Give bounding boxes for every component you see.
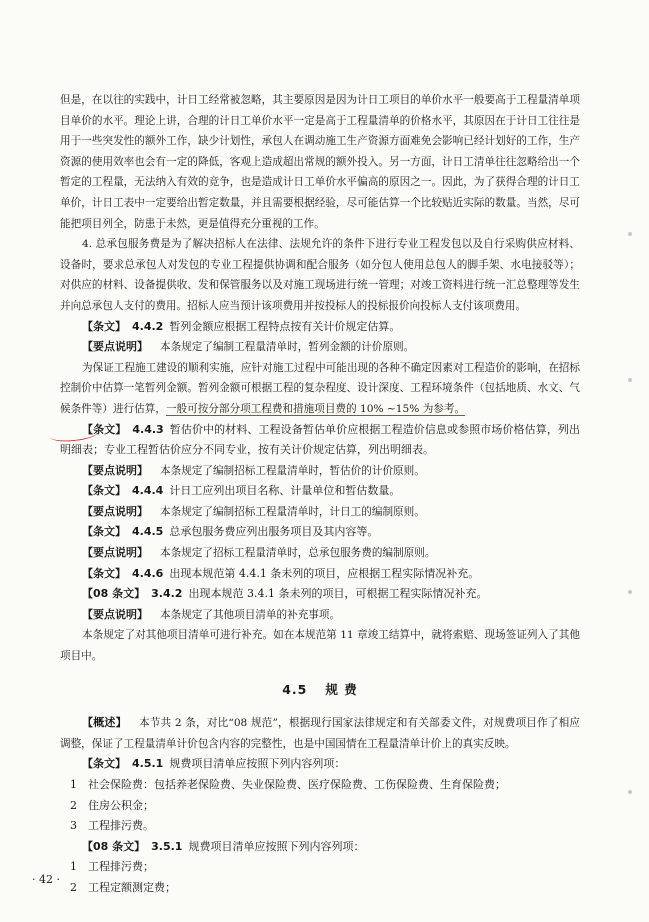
overview-text: 本节共 2 条，对比“08 规范”，根据现行国家法律规定和有关部委文件，对规费项目作了相应调整，保证了工程量清单计价包含内容的完整性，也是中国国情在工程量清单计价上的真实反映。: [60, 717, 581, 750]
clause-tag: 【条文】: [82, 484, 126, 498]
clause-4-4-6: [60, 564, 580, 585]
key-point-4-4-6: [60, 605, 580, 626]
list-number: 1: [70, 860, 77, 874]
key-point-4-4-4: [60, 502, 580, 523]
clause-tag: 【08 条文】: [82, 587, 146, 601]
clause-tag: 【条文】: [82, 525, 126, 539]
clause-tag: 【条文】: [82, 319, 126, 333]
document-body: [60, 90, 580, 899]
clause-number: 4.4.2: [132, 319, 164, 333]
clause-number: 4.4.6: [132, 566, 164, 580]
key-point-tag: 【要点说明】: [82, 340, 148, 354]
key-point-4-4-3: [60, 461, 580, 482]
clause-08-3-5-1: [60, 837, 580, 858]
margin-dot: [628, 790, 632, 794]
list-number: 2: [70, 880, 77, 894]
margin-dot: [628, 378, 632, 382]
margin-dot: [628, 232, 632, 236]
list-text: 工程定额测定费；: [88, 880, 176, 894]
key-point-4-4-2: [60, 337, 580, 358]
key-point-tag: 【要点说明】: [82, 607, 148, 621]
list-item: [60, 878, 580, 899]
list-number: 3: [70, 819, 77, 833]
clause-08-3-4-2: [60, 584, 580, 605]
key-point-text: 本条规定了编制招标工程量清单时，计日工的编制原则。: [160, 505, 425, 518]
clause-4-4-5: [60, 522, 580, 543]
list-item: [60, 816, 580, 837]
margin-dot: [628, 590, 632, 594]
page-number: · 42 ·: [32, 873, 60, 886]
key-point-tag: 【要点说明】: [82, 504, 148, 518]
key-point-4-4-5: [60, 543, 580, 564]
section-title: 规 费: [325, 681, 358, 697]
clause-text: 总承包服务费应列出服务项目及其内容等。: [169, 525, 379, 539]
clause-tag: 【条文】: [82, 422, 127, 436]
clause-number: 4.5.1: [132, 757, 164, 771]
clause-4-5-1: [60, 754, 580, 775]
key-point-text: 本条规定了编制招标工程量清单时，暂估价的计价原则。: [160, 464, 425, 477]
clause-text: 规费项目清单应按照下列内容列项：: [169, 757, 346, 771]
paragraph-daywork: 但是，在以往的实践中，计日工经常被忽略，其主要原因是因为计日工项目的单价水平一般要高于工程量清单项目单价的水平。理论上讲，合理的计日工单价水平一定是高于工程量清单的价格水平，其原因在于计日工往往是用于一些突发性的额外工作，缺少计划性，承包人在调动施工生产资源方面难免会影响已经计划好的工作，生产资源的使用效率也会有一定的降低，客观上造成超出常规的额外投入。另一方面，计日工清单往往忽略给出一个暂定的工程量，无法纳入有效的竞争，也是造成计日工单价水平偏高的原因之一。因此，为了获得合理的计日工单价，计日工表中一定要给出暂定数量，并且需要根据经验，尽可能估算一个比较贴近实际的数量。当然，尽可能把项目列全，防患于未然，更是值得充分重视的工作。: [60, 94, 580, 230]
clause-tag: 【08 条文】: [82, 839, 146, 853]
list-item: [60, 775, 580, 796]
clause-4-4-2: [60, 317, 580, 338]
paragraph-supplement: 本条规定了对其他项目清单可进行补充。如在本规范第 11 章竣工结算中，就将索赔、现场签证列入了其他项目中。: [60, 629, 580, 663]
list-number: 1: [70, 778, 77, 791]
key-point-tag: 【要点说明】: [82, 463, 148, 477]
section-number: 4.5: [282, 681, 308, 697]
clause-tag: 【条文】: [82, 566, 126, 580]
list-item: [60, 796, 580, 817]
clause-number: 4.4.5: [132, 525, 164, 539]
clause-4-4-3: [60, 420, 580, 461]
clause-4-4-4: [60, 481, 580, 502]
list-item: [60, 857, 580, 878]
paragraph-general-contract-fee: 4. 总承包服务费是为了解决招标人在法律、法规允许的条件下进行专业工程发包以及自行采购供应材料、设备时，要求总承包人对发包的专业工程提供协调和配合服务（如分包人使用总包人的脚手架、水电接驳等）；对供应的材料、设备提供收、发和保管服务以及对施工现场进行统一管理；对竣工资料进行统一汇总整理等发生并向总承包人支付的费用。招标人应当预计该项费用并按投标人的投标报价向投标人支付该项费用。: [60, 238, 580, 312]
paragraph-provisional-sum: [60, 358, 580, 420]
clause-text: 出现本规范第 4.4.1 条未列的项目，应根据工程实际情况补充。: [169, 566, 480, 580]
list-text: 工程排污费；: [88, 860, 154, 874]
key-point-text: 本条规定了其他项目清单的补充事项。: [160, 608, 341, 621]
section-heading: [60, 680, 580, 701]
overview: [60, 713, 580, 754]
clause-text: 出现本规范 3.4.1 条未列的项目，可根据工程实际情况补充。: [188, 587, 488, 601]
clause-number: 3.5.1: [151, 839, 183, 853]
underlined-reference-rate: 一般可按分部分项工程费和措施项目费的 10% ~15% 为参考。: [165, 402, 466, 415]
clause-text: 暂估价中的材料、工程设备暂估单价应根据工程造价信息或参照市场价格估算，列出明细表；专业工程暂估价应分不同专业，按有关计价规定估算，列出明细表。: [60, 422, 580, 457]
clause-number: 3.4.2: [151, 587, 183, 601]
key-point-text: 本条规定了招标工程量清单时，总承包服务费的编制原则。: [160, 547, 436, 560]
list-number: 2: [70, 798, 77, 812]
clause-number: 4.4.4: [132, 484, 164, 498]
clause-text: 暂列金额应根据工程特点按有关计价规定估算。: [169, 319, 401, 333]
clause-number: 4.4.3: [132, 422, 164, 436]
key-point-tag: 【要点说明】: [82, 546, 148, 560]
clause-text: 规费项目清单应按照下列内容列项：: [188, 839, 365, 853]
overview-tag: 【概述】: [82, 716, 127, 730]
clause-tag: 【条文】: [82, 757, 126, 771]
key-point-text: 本条规定了编制工程量清单时，暂列金额的计价原则。: [160, 341, 415, 354]
list-text: 住房公积金；: [88, 798, 154, 812]
list-text: 工程排污费。: [88, 819, 154, 833]
list-text: 社会保险费：包括养老保险费、失业保险费、医疗保险费、工伤保险费、生育保险费；: [88, 778, 506, 791]
provisional-sum-text: 为保证工程施工建设的顺利实施，应针对施工过程中可能出现的各种不确定因素对工程造价的影响，在招标控制价中估算一笔暂列金额。暂列金额可根据工程的复杂程度、设计深度、工程环境条件（包括地质、水文、气候条件等）进行估算，: [60, 361, 580, 415]
clause-text: 计日工应列出项目名称、计量单位和暂估数量。: [169, 484, 401, 498]
